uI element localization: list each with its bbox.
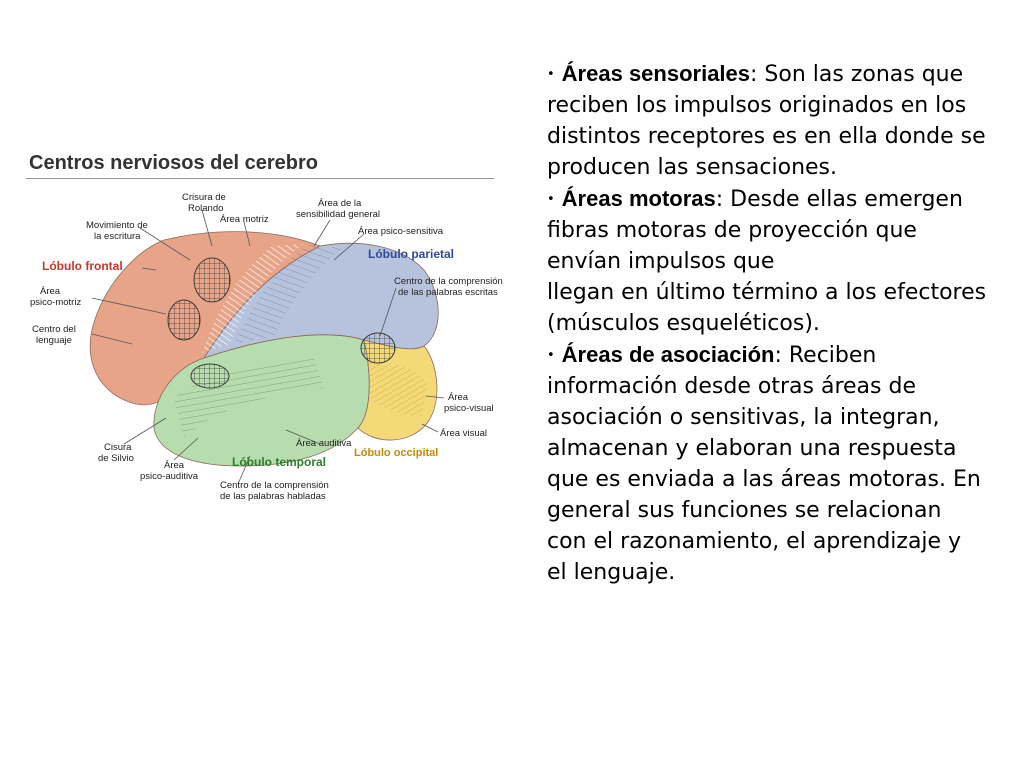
- label-line: Área: [40, 286, 61, 297]
- paragraph-areas-asociacion-cont: [547, 495, 987, 588]
- label-line: lenguaje: [36, 335, 72, 346]
- label-line: Movimiento de: [86, 220, 148, 231]
- paragraph-areas-asociacion: [547, 339, 987, 495]
- label-psico-visual: [444, 392, 494, 414]
- label-line: Área: [164, 460, 185, 471]
- auditory-area: [191, 364, 229, 388]
- label-line: Área: [448, 392, 469, 403]
- label-line: psico-auditiva: [140, 471, 199, 482]
- paragraph-areas-sensoriales: [547, 58, 987, 183]
- label-sensibilidad-general: [296, 198, 380, 220]
- term-areas-asociacion: Áreas de asociación: [561, 342, 775, 367]
- paragraph-areas-motoras-cont: [547, 277, 987, 339]
- paragraph-areas-motoras: [547, 183, 987, 277]
- label-psico-sensitiva: Área psico-sensitiva: [358, 226, 444, 237]
- label-line: psico-visual: [444, 403, 494, 414]
- term-areas-sensoriales: Áreas sensoriales: [561, 61, 751, 86]
- label-line: de las palabras habladas: [220, 491, 326, 502]
- label-line: sensibilidad general: [296, 209, 380, 220]
- writing-movement-area: [194, 258, 230, 302]
- body-areas-sensoriales: : Son las zonas que reciben los impulsos originados en los distintos receptores es en ella donde se producen las sensaciones.: [547, 62, 986, 180]
- label-line: de Silvio: [98, 453, 134, 464]
- label-lobulo-temporal: Lóbulo temporal: [232, 455, 326, 469]
- label-line: de las palabras escritas: [398, 287, 498, 298]
- label-lobulo-parietal: Lóbulo parietal: [368, 247, 455, 261]
- label-movimiento-escritura: [86, 220, 150, 242]
- label-centro-lenguaje: [32, 324, 78, 346]
- label-comprension-habladas: [220, 480, 331, 502]
- label-line: Rolando: [188, 203, 224, 214]
- explanation-text: [547, 58, 987, 588]
- label-line: Cisura: [104, 442, 132, 453]
- body-areas-asociacion-1: : Reciben información desde otras áreas de asociación o sensitivas, la integran, almacenan y elaboran una respuesta que es enviada a las áreas motoras. En: [547, 343, 981, 492]
- label-line: Centro del: [32, 324, 76, 335]
- label-area-motriz: Área motriz: [220, 214, 269, 225]
- label-line: Área de la: [318, 198, 362, 209]
- label-line: Centro de la comprensión: [394, 276, 503, 287]
- body-areas-motoras-1: : Desde ellas emergen fibras motoras de proyección que envían impulsos que: [547, 187, 963, 274]
- body-areas-motoras-2: llegan en último término a los efectores (músculos esqueléticos).: [547, 280, 987, 336]
- label-lobulo-occipital: Lóbulo occipital: [354, 447, 439, 459]
- diagram-title: Centros nerviosos del cerebro: [29, 152, 318, 174]
- label-area-auditiva: Área auditiva: [296, 438, 352, 449]
- written-words-area: [361, 333, 395, 363]
- label-lobulo-frontal: Lóbulo frontal: [42, 259, 123, 273]
- label-comprension-escritas: [394, 276, 505, 298]
- label-crisura-rolando: [182, 192, 228, 214]
- label-cisura-silvio: [98, 442, 134, 464]
- body-areas-asociacion-2: general sus funciones se relacionan con el razonamiento, el aprendizaje y el lenguaje.: [547, 498, 962, 585]
- label-line: Centro de la comprensión: [220, 480, 329, 491]
- label-line: Crisura de: [182, 192, 226, 203]
- label-line: la escritura: [94, 231, 141, 242]
- label-area-visual: Área visual: [440, 428, 487, 439]
- bullet-icon: •: [547, 348, 555, 363]
- label-line: psico-motriz: [30, 297, 82, 308]
- bullet-icon: •: [547, 67, 555, 82]
- bullet-icon: •: [547, 192, 555, 207]
- brain-diagram: [24, 148, 524, 508]
- label-psico-motriz: [30, 286, 81, 308]
- label-psico-auditiva: [140, 460, 199, 482]
- term-areas-motoras: Áreas motoras: [561, 186, 716, 211]
- psychomotor-area: [168, 300, 200, 340]
